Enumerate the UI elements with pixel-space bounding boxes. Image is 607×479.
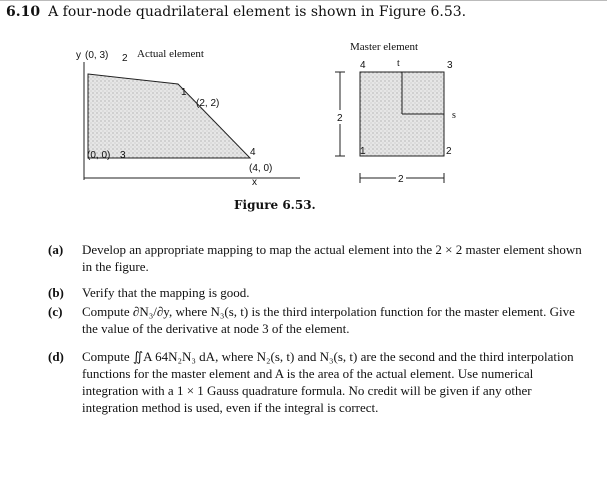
master-node3: 3	[447, 60, 453, 71]
actual-element-diagram	[76, 48, 300, 188]
master-dim-vertical: 2	[337, 113, 343, 124]
question-tag: (d)	[48, 349, 64, 364]
node4-coord: (4, 0)	[249, 163, 273, 174]
master-t-axis: t	[397, 58, 400, 69]
actual-axis-y-label: y	[76, 50, 81, 61]
master-s-axis: s	[452, 110, 456, 121]
question-text: Compute ∂N₃/∂y, where N₃(s, t) is the third interpolation function for the master element. Give the value of the derivative at node 3 of the element.	[82, 304, 575, 336]
question-tag: (b)	[48, 285, 64, 300]
figure-6-53	[0, 0, 607, 230]
actual-element-title: Actual element	[137, 48, 204, 60]
master-node2: 2	[446, 146, 452, 157]
question-tag: (a)	[48, 242, 64, 257]
master-element-title: Master element	[350, 41, 419, 53]
problem-statement: A four-node quadrilateral element is shown in Figure 6.53.	[48, 4, 467, 20]
node4-num: 4	[250, 147, 256, 158]
node2-coord: (0, 3)	[85, 50, 109, 61]
master-dim-horizontal: 2	[398, 174, 404, 185]
actual-element-region	[88, 74, 250, 158]
master-node4: 4	[360, 60, 366, 71]
node1-num: 1	[181, 87, 187, 98]
actual-axis-x-label: x	[252, 177, 257, 188]
master-node1: 1	[360, 146, 366, 157]
question-tag: (c)	[48, 304, 63, 319]
figure-caption: Figure 6.53.	[234, 198, 316, 212]
question-text: Compute ∬A 64N₂N₃ dA, where N₂(s, t) and N₃(s, t) are the second and the third interpolation functions for the master element and A is the area of the actual element. Use numerical integration with a 1 × 1 Gauss quadrature formula. No credit will be given if any other integration method is used, even if the integral is correct.	[82, 349, 574, 415]
question-text: Verify that the mapping is good.	[82, 285, 250, 300]
node3-num: 3	[120, 150, 126, 161]
problem-number: 6.10	[6, 4, 41, 20]
node2-num: 2	[122, 53, 128, 64]
master-element-diagram	[335, 41, 456, 185]
question-text: Develop an appropriate mapping to map the actual element into the 2 × 2 master element shown in the figure.	[82, 242, 582, 274]
node3-coord: (0, 0)	[87, 150, 111, 161]
node1-coord: (2, 2)	[196, 98, 220, 109]
